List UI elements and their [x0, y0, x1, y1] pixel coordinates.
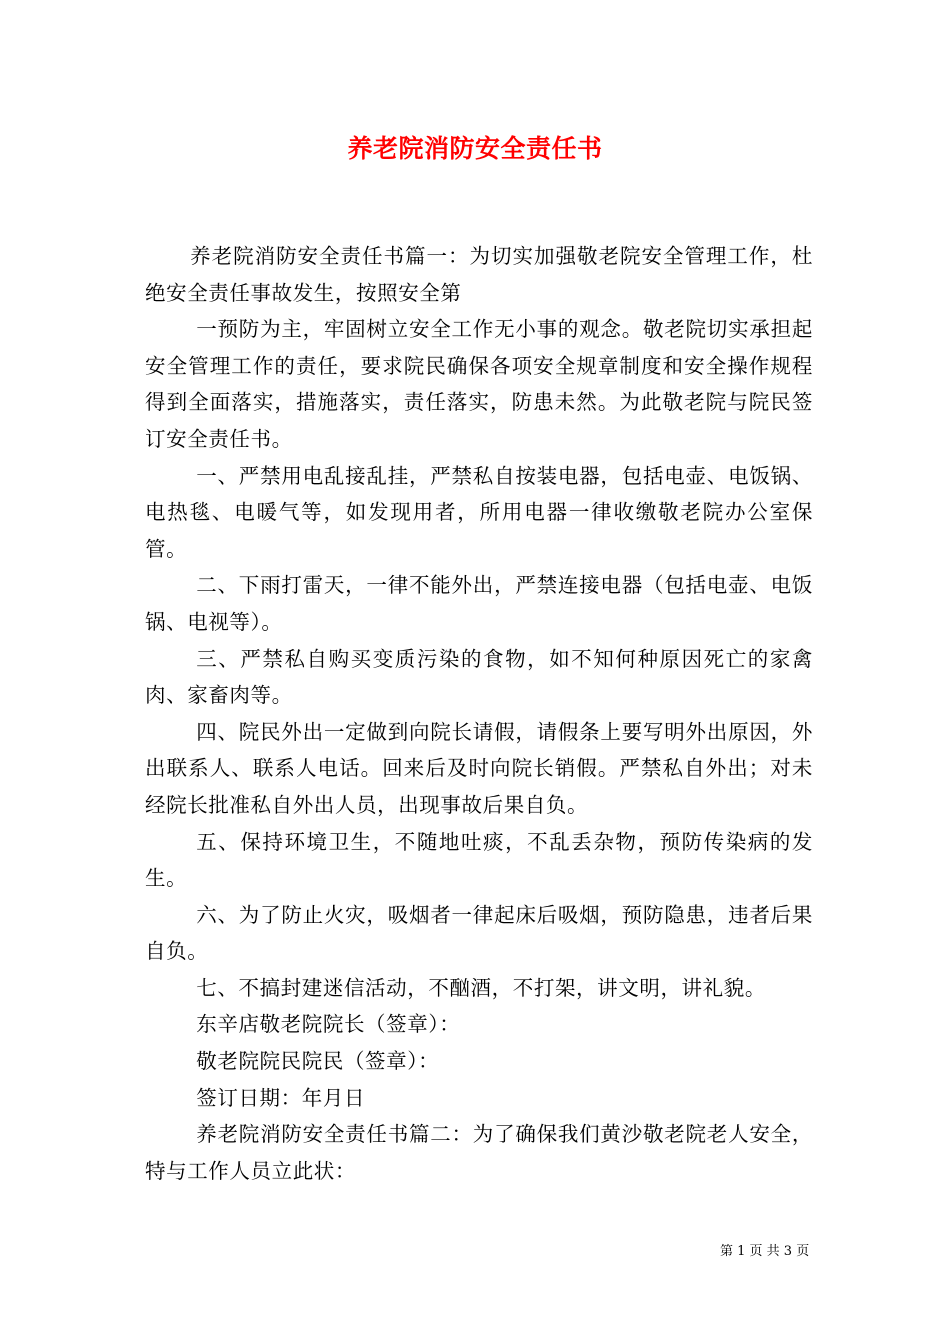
paragraph-rule-1: 一、严禁用电乱接乱挂，严禁私自按装电器，包括电壶、电饭锅、电热毯、电暖气等，如发现用者，所用电器一律收缴敬老院办公室保管。: [145, 463, 813, 561]
signing-date: 签订日期：年月日: [196, 1085, 366, 1110]
paragraph-rule-5: 五、保持环境卫生，不随地吐痰，不乱丢杂物，预防传染病的发生。: [145, 829, 813, 891]
page-number: 第 1 页 共 3 页: [720, 1244, 810, 1259]
paragraph-intro: 养老院消防安全责任书篇一：为切实加强敬老院安全管理工作，杜绝安全责任事故发生，按照安全第: [145, 244, 813, 305]
signature-resident: 敬老院院民院民（签章）：: [196, 1049, 440, 1074]
paragraph-rule-2: 二、下雨打雷天，一律不能外出，严禁连接电器（包括电壶、电饭锅、电视等）。: [145, 573, 813, 634]
signature-director: 东辛店敬老院院长（签章）：: [196, 1012, 461, 1037]
paragraph-rule-7: 七、不搞封建迷信活动，不酗酒，不打架，讲文明，讲礼貌。: [196, 975, 766, 1000]
paragraph-part-two: 养老院消防安全责任书篇二：为了确保我们黄沙敬老院老人安全，特与工作人员立此状：: [145, 1122, 813, 1183]
document-body: [145, 238, 813, 1189]
document-title: 养老院消防安全责任书: [347, 134, 603, 163]
paragraph-rule-4: 四、院民外出一定做到向院长请假，请假条上要写明外出原因，外出联系人、联系人电话。回来后及时向院长销假。严禁私自外出；对未经院长批准私自外出人员，出现事故后果自负。: [145, 719, 813, 817]
paragraph-preamble: 一预防为主，牢固树立安全工作无小事的观念。敬老院切实承担起安全管理工作的责任，要求院民确保各项安全规章制度和安全操作规程得到全面落实，措施落实，责任落实，防患未然。为此敬老院与院民签订安全责任书。: [145, 317, 813, 451]
paragraph-rule-6: 六、为了防止火灾，吸烟者一律起床后吸烟，预防隐患，违者后果自负。: [145, 902, 813, 964]
paragraph-rule-3: 三、严禁私自购买变质污染的食物，如不知何种原因死亡的家禽肉、家畜肉等。: [145, 646, 813, 708]
